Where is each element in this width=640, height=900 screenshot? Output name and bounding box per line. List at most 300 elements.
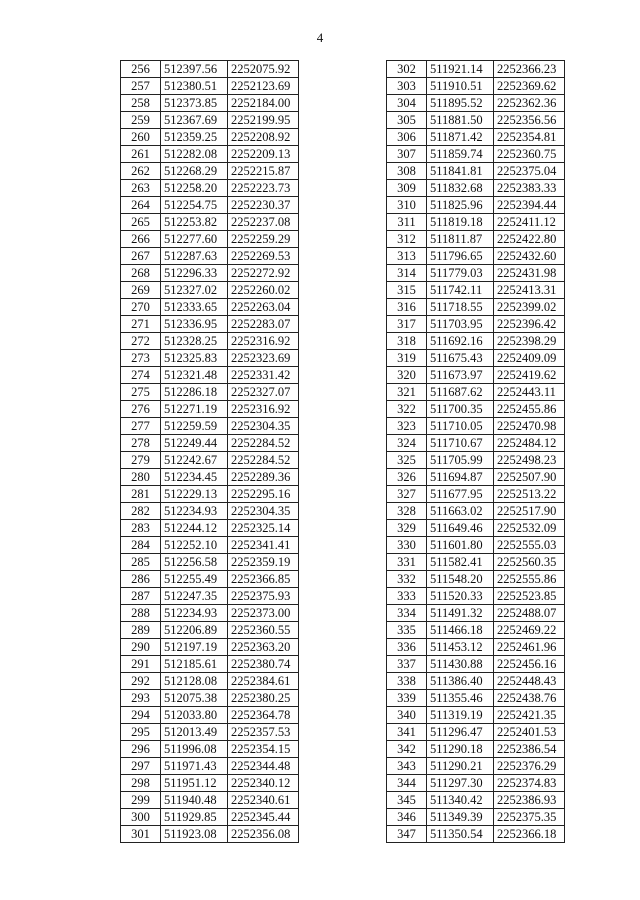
x-coordinate-cell: 512033.80 [161,707,228,724]
y-coordinate-cell: 2252356.08 [228,826,299,843]
point-number-cell: 295 [121,724,161,741]
y-coordinate-cell: 2252443.11 [494,384,565,401]
y-coordinate-cell: 2252384.61 [228,673,299,690]
x-coordinate-cell: 511710.67 [427,435,494,452]
point-number-cell: 266 [121,231,161,248]
y-coordinate-cell: 2252376.29 [494,758,565,775]
point-number-cell: 317 [387,316,427,333]
table-row [387,265,565,282]
x-coordinate-cell: 511951.12 [161,775,228,792]
table-row [387,384,565,401]
table-row [121,435,299,452]
table-row [387,707,565,724]
table-row [121,571,299,588]
y-coordinate-cell: 2252341.41 [228,537,299,554]
y-coordinate-cell: 2252488.07 [494,605,565,622]
table-row [387,775,565,792]
y-coordinate-cell: 2252316.92 [228,401,299,418]
x-coordinate-cell: 511859.74 [427,146,494,163]
y-coordinate-cell: 2252386.54 [494,741,565,758]
point-number-cell: 259 [121,112,161,129]
table-row [121,503,299,520]
x-coordinate-cell: 512277.60 [161,231,228,248]
point-number-cell: 281 [121,486,161,503]
table-row [387,401,565,418]
table-row [387,78,565,95]
x-coordinate-cell: 512254.75 [161,197,228,214]
x-coordinate-cell: 511832.68 [427,180,494,197]
table-row [121,401,299,418]
point-number-cell: 320 [387,367,427,384]
y-coordinate-cell: 2252448.43 [494,673,565,690]
table-row [387,299,565,316]
table-row [121,809,299,826]
x-coordinate-cell: 512373.85 [161,95,228,112]
x-coordinate-cell: 511825.96 [427,197,494,214]
y-coordinate-cell: 2252199.95 [228,112,299,129]
table-row [387,741,565,758]
x-coordinate-cell: 511921.14 [427,61,494,78]
point-number-cell: 276 [121,401,161,418]
table-row [387,792,565,809]
point-number-cell: 344 [387,775,427,792]
y-coordinate-cell: 2252259.29 [228,231,299,248]
y-coordinate-cell: 2252560.35 [494,554,565,571]
point-number-cell: 311 [387,214,427,231]
point-number-cell: 291 [121,656,161,673]
x-coordinate-cell: 511548.20 [427,571,494,588]
x-coordinate-cell: 511319.19 [427,707,494,724]
y-coordinate-cell: 2252331.42 [228,367,299,384]
y-coordinate-cell: 2252366.23 [494,61,565,78]
point-number-cell: 325 [387,452,427,469]
table-row [387,333,565,350]
x-coordinate-cell: 511742.11 [427,282,494,299]
x-coordinate-cell: 512256.58 [161,554,228,571]
point-number-cell: 309 [387,180,427,197]
point-number-cell: 287 [121,588,161,605]
x-coordinate-cell: 511520.33 [427,588,494,605]
y-coordinate-cell: 2252373.00 [228,605,299,622]
x-coordinate-cell: 511692.16 [427,333,494,350]
x-coordinate-cell: 511796.65 [427,248,494,265]
point-number-cell: 340 [387,707,427,724]
x-coordinate-cell: 511350.54 [427,826,494,843]
point-number-cell: 347 [387,826,427,843]
table-row [121,197,299,214]
y-coordinate-cell: 2252380.74 [228,656,299,673]
table-row [387,95,565,112]
table-row [387,435,565,452]
y-coordinate-cell: 2252237.08 [228,214,299,231]
y-coordinate-cell: 2252438.76 [494,690,565,707]
point-number-cell: 301 [121,826,161,843]
point-number-cell: 299 [121,792,161,809]
point-number-cell: 268 [121,265,161,282]
y-coordinate-cell: 2252323.69 [228,350,299,367]
x-coordinate-cell: 512234.45 [161,469,228,486]
x-coordinate-cell: 512229.13 [161,486,228,503]
point-number-cell: 269 [121,282,161,299]
x-coordinate-cell: 511703.95 [427,316,494,333]
point-number-cell: 296 [121,741,161,758]
y-coordinate-cell: 2252517.90 [494,503,565,520]
point-number-cell: 289 [121,622,161,639]
x-coordinate-cell: 511453.12 [427,639,494,656]
y-coordinate-cell: 2252295.16 [228,486,299,503]
table-row [387,146,565,163]
point-number-cell: 337 [387,656,427,673]
point-number-cell: 310 [387,197,427,214]
x-coordinate-cell: 512075.38 [161,690,228,707]
coordinates-table-right-body [387,61,565,843]
y-coordinate-cell: 2252283.07 [228,316,299,333]
x-coordinate-cell: 511296.47 [427,724,494,741]
table-row [387,231,565,248]
y-coordinate-cell: 2252411.12 [494,214,565,231]
x-coordinate-cell: 512197.19 [161,639,228,656]
point-number-cell: 335 [387,622,427,639]
point-number-cell: 284 [121,537,161,554]
y-coordinate-cell: 2252075.92 [228,61,299,78]
table-row [387,503,565,520]
x-coordinate-cell: 511895.52 [427,95,494,112]
x-coordinate-cell: 512253.82 [161,214,228,231]
point-number-cell: 330 [387,537,427,554]
y-coordinate-cell: 2252555.03 [494,537,565,554]
y-coordinate-cell: 2252432.60 [494,248,565,265]
point-number-cell: 331 [387,554,427,571]
table-row [387,690,565,707]
y-coordinate-cell: 2252398.29 [494,333,565,350]
table-row [121,656,299,673]
point-number-cell: 264 [121,197,161,214]
x-coordinate-cell: 512325.83 [161,350,228,367]
point-number-cell: 313 [387,248,427,265]
point-number-cell: 279 [121,452,161,469]
point-number-cell: 315 [387,282,427,299]
y-coordinate-cell: 2252208.92 [228,129,299,146]
y-coordinate-cell: 2252327.07 [228,384,299,401]
x-coordinate-cell: 511705.99 [427,452,494,469]
x-coordinate-cell: 512296.33 [161,265,228,282]
point-number-cell: 303 [387,78,427,95]
x-coordinate-cell: 511340.42 [427,792,494,809]
table-row [387,809,565,826]
x-coordinate-cell: 511466.18 [427,622,494,639]
point-number-cell: 262 [121,163,161,180]
coordinates-table-left-body [121,61,299,843]
y-coordinate-cell: 2252523.85 [494,588,565,605]
point-number-cell: 265 [121,214,161,231]
x-coordinate-cell: 511663.02 [427,503,494,520]
table-row [387,418,565,435]
y-coordinate-cell: 2252209.13 [228,146,299,163]
table-row [121,367,299,384]
coordinates-table-left [120,60,299,843]
y-coordinate-cell: 2252513.22 [494,486,565,503]
x-coordinate-cell: 511582.41 [427,554,494,571]
x-coordinate-cell: 512327.02 [161,282,228,299]
table-row [387,197,565,214]
y-coordinate-cell: 2252461.96 [494,639,565,656]
y-coordinate-cell: 2252325.14 [228,520,299,537]
table-row [121,758,299,775]
point-number-cell: 332 [387,571,427,588]
y-coordinate-cell: 2252484.12 [494,435,565,452]
y-coordinate-cell: 2252184.00 [228,95,299,112]
point-number-cell: 314 [387,265,427,282]
point-number-cell: 341 [387,724,427,741]
point-number-cell: 256 [121,61,161,78]
x-coordinate-cell: 511290.18 [427,741,494,758]
table-row [121,163,299,180]
y-coordinate-cell: 2252399.02 [494,299,565,316]
point-number-cell: 261 [121,146,161,163]
x-coordinate-cell: 512333.65 [161,299,228,316]
point-number-cell: 324 [387,435,427,452]
x-coordinate-cell: 511290.21 [427,758,494,775]
y-coordinate-cell: 2252345.44 [228,809,299,826]
point-number-cell: 297 [121,758,161,775]
point-number-cell: 274 [121,367,161,384]
table-row [387,758,565,775]
y-coordinate-cell: 2252422.80 [494,231,565,248]
point-number-cell: 283 [121,520,161,537]
x-coordinate-cell: 512287.63 [161,248,228,265]
x-coordinate-cell: 512128.08 [161,673,228,690]
y-coordinate-cell: 2252354.81 [494,129,565,146]
x-coordinate-cell: 511430.88 [427,656,494,673]
x-coordinate-cell: 511923.08 [161,826,228,843]
table-row [121,112,299,129]
y-coordinate-cell: 2252304.35 [228,418,299,435]
point-number-cell: 307 [387,146,427,163]
point-number-cell: 280 [121,469,161,486]
y-coordinate-cell: 2252409.09 [494,350,565,367]
point-number-cell: 322 [387,401,427,418]
table-row [121,690,299,707]
table-row [121,622,299,639]
y-coordinate-cell: 2252263.04 [228,299,299,316]
y-coordinate-cell: 2252260.02 [228,282,299,299]
x-coordinate-cell: 511349.39 [427,809,494,826]
y-coordinate-cell: 2252413.31 [494,282,565,299]
x-coordinate-cell: 512234.93 [161,503,228,520]
x-coordinate-cell: 512321.48 [161,367,228,384]
point-number-cell: 302 [387,61,427,78]
table-row [121,775,299,792]
y-coordinate-cell: 2252360.55 [228,622,299,639]
point-number-cell: 288 [121,605,161,622]
table-row [387,588,565,605]
point-number-cell: 328 [387,503,427,520]
table-row [121,826,299,843]
x-coordinate-cell: 512249.44 [161,435,228,452]
point-number-cell: 339 [387,690,427,707]
table-row [121,265,299,282]
point-number-cell: 298 [121,775,161,792]
table-row [387,367,565,384]
point-number-cell: 294 [121,707,161,724]
table-row [387,537,565,554]
point-number-cell: 292 [121,673,161,690]
table-row [121,350,299,367]
table-row [121,554,299,571]
table-row [387,61,565,78]
x-coordinate-cell: 511718.55 [427,299,494,316]
point-number-cell: 312 [387,231,427,248]
y-coordinate-cell: 2252364.78 [228,707,299,724]
point-number-cell: 304 [387,95,427,112]
table-row [121,588,299,605]
table-row [387,554,565,571]
table-row [121,792,299,809]
table-row [121,61,299,78]
table-row [387,452,565,469]
x-coordinate-cell: 512255.49 [161,571,228,588]
y-coordinate-cell: 2252223.73 [228,180,299,197]
page-number: 4 [316,30,324,45]
table-row [387,826,565,843]
x-coordinate-cell: 512185.61 [161,656,228,673]
y-coordinate-cell: 2252456.16 [494,656,565,673]
y-coordinate-cell: 2252470.98 [494,418,565,435]
point-number-cell: 270 [121,299,161,316]
point-number-cell: 263 [121,180,161,197]
table-row [121,129,299,146]
y-coordinate-cell: 2252383.33 [494,180,565,197]
y-coordinate-cell: 2252421.35 [494,707,565,724]
point-number-cell: 306 [387,129,427,146]
point-number-cell: 305 [387,112,427,129]
x-coordinate-cell: 511871.42 [427,129,494,146]
y-coordinate-cell: 2252284.52 [228,452,299,469]
table-row [121,605,299,622]
y-coordinate-cell: 2252375.35 [494,809,565,826]
x-coordinate-cell: 512328.25 [161,333,228,350]
y-coordinate-cell: 2252362.36 [494,95,565,112]
table-row [121,299,299,316]
x-coordinate-cell: 511811.87 [427,231,494,248]
point-number-cell: 277 [121,418,161,435]
point-number-cell: 272 [121,333,161,350]
y-coordinate-cell: 2252369.62 [494,78,565,95]
y-coordinate-cell: 2252360.75 [494,146,565,163]
table-row [121,486,299,503]
table-row [121,214,299,231]
x-coordinate-cell: 512242.67 [161,452,228,469]
y-coordinate-cell: 2252380.25 [228,690,299,707]
x-coordinate-cell: 512244.12 [161,520,228,537]
x-coordinate-cell: 512286.18 [161,384,228,401]
table-row [121,741,299,758]
table-row [387,350,565,367]
y-coordinate-cell: 2252356.56 [494,112,565,129]
x-coordinate-cell: 511386.40 [427,673,494,690]
x-coordinate-cell: 511841.81 [427,163,494,180]
y-coordinate-cell: 2252419.62 [494,367,565,384]
table-row [387,163,565,180]
x-coordinate-cell: 512397.56 [161,61,228,78]
table-row [121,707,299,724]
point-number-cell: 290 [121,639,161,656]
x-coordinate-cell: 512380.51 [161,78,228,95]
point-number-cell: 308 [387,163,427,180]
point-number-cell: 323 [387,418,427,435]
y-coordinate-cell: 2252498.23 [494,452,565,469]
point-number-cell: 321 [387,384,427,401]
x-coordinate-cell: 512268.29 [161,163,228,180]
y-coordinate-cell: 2252455.86 [494,401,565,418]
y-coordinate-cell: 2252366.85 [228,571,299,588]
point-number-cell: 327 [387,486,427,503]
point-number-cell: 319 [387,350,427,367]
table-row [121,724,299,741]
point-number-cell: 334 [387,605,427,622]
x-coordinate-cell: 512206.89 [161,622,228,639]
y-coordinate-cell: 2252289.36 [228,469,299,486]
point-number-cell: 326 [387,469,427,486]
table-row [121,520,299,537]
y-coordinate-cell: 2252123.69 [228,78,299,95]
x-coordinate-cell: 511910.51 [427,78,494,95]
x-coordinate-cell: 511687.62 [427,384,494,401]
table-row [387,605,565,622]
x-coordinate-cell: 511673.97 [427,367,494,384]
point-number-cell: 282 [121,503,161,520]
x-coordinate-cell: 512252.10 [161,537,228,554]
point-number-cell: 286 [121,571,161,588]
y-coordinate-cell: 2252269.53 [228,248,299,265]
point-number-cell: 329 [387,520,427,537]
y-coordinate-cell: 2252401.53 [494,724,565,741]
y-coordinate-cell: 2252396.42 [494,316,565,333]
point-number-cell: 333 [387,588,427,605]
y-coordinate-cell: 2252215.87 [228,163,299,180]
x-coordinate-cell: 511700.35 [427,401,494,418]
point-number-cell: 336 [387,639,427,656]
table-row [121,537,299,554]
table-row [121,384,299,401]
point-number-cell: 285 [121,554,161,571]
point-number-cell: 293 [121,690,161,707]
point-number-cell: 257 [121,78,161,95]
point-number-cell: 318 [387,333,427,350]
table-row [387,724,565,741]
point-number-cell: 267 [121,248,161,265]
table-row [121,639,299,656]
x-coordinate-cell: 512013.49 [161,724,228,741]
x-coordinate-cell: 511710.05 [427,418,494,435]
y-coordinate-cell: 2252374.83 [494,775,565,792]
table-row [121,180,299,197]
table-row [121,418,299,435]
y-coordinate-cell: 2252375.04 [494,163,565,180]
y-coordinate-cell: 2252555.86 [494,571,565,588]
y-coordinate-cell: 2252366.18 [494,826,565,843]
x-coordinate-cell: 511819.18 [427,214,494,231]
table-row [121,673,299,690]
y-coordinate-cell: 2252359.19 [228,554,299,571]
table-row [387,469,565,486]
point-number-cell: 316 [387,299,427,316]
x-coordinate-cell: 512234.93 [161,605,228,622]
point-number-cell: 343 [387,758,427,775]
point-number-cell: 342 [387,741,427,758]
y-coordinate-cell: 2252507.90 [494,469,565,486]
x-coordinate-cell: 511779.03 [427,265,494,282]
